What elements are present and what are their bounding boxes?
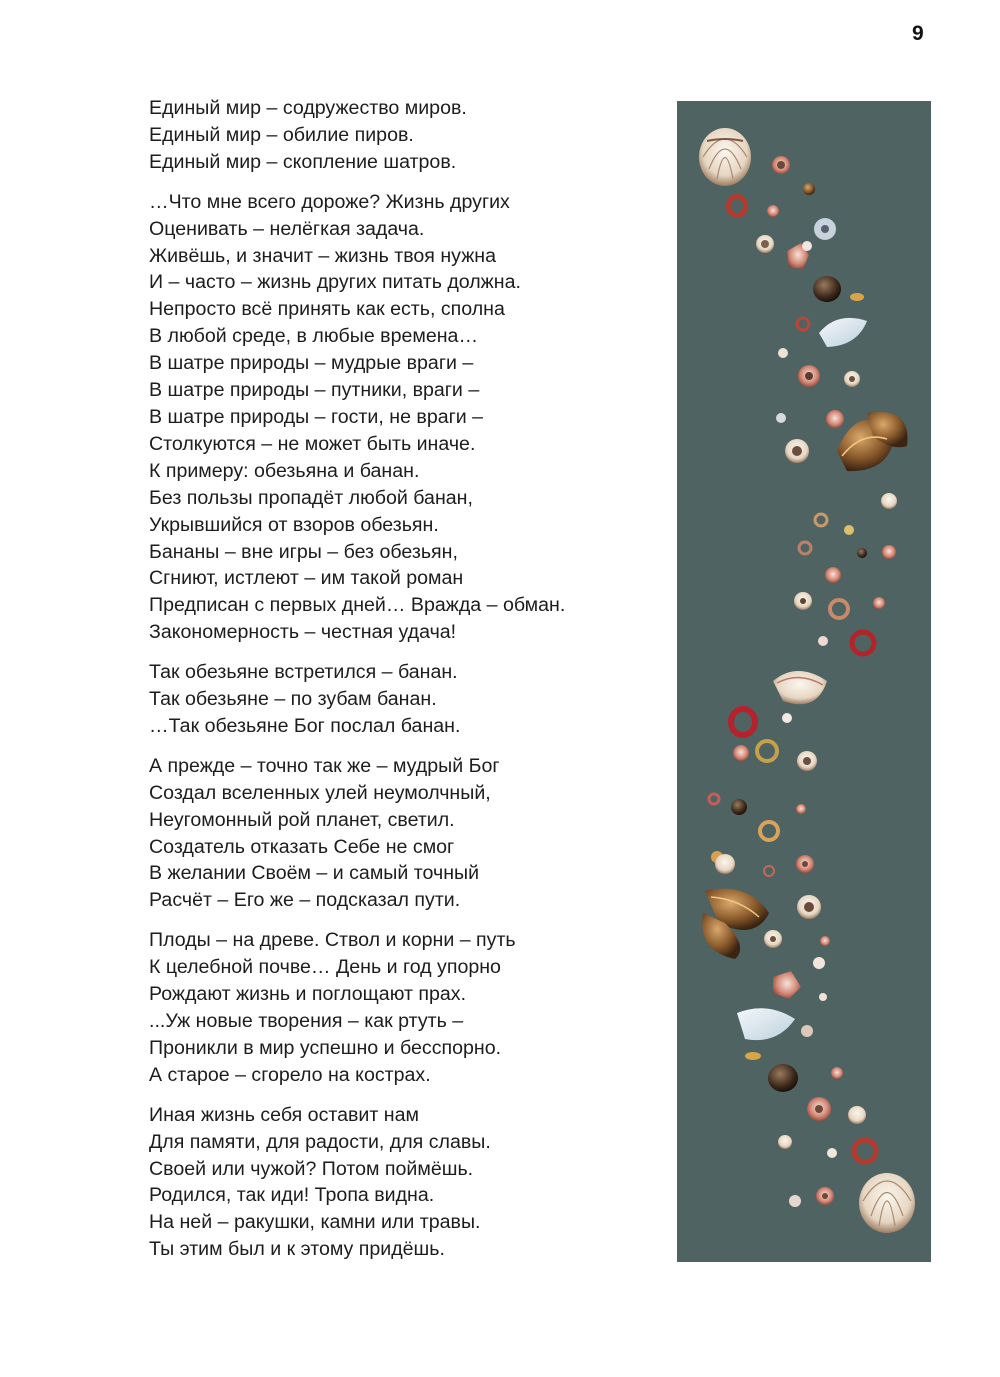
stanza (149, 189, 649, 646)
poem-line: Создал вселенных улей неумолчный, (149, 781, 491, 804)
poem-line: Живёшь, и значит – жизнь твоя нужна (149, 244, 497, 267)
poem-line: Непросто всё принять как есть, сполна (149, 298, 505, 321)
poem-line: Иная жизнь себя оставит нам (149, 1103, 419, 1126)
poem-line: Расчёт – Его же – подсказал пути. (149, 889, 461, 912)
stanza (149, 659, 649, 740)
seashell-panel (677, 101, 931, 1262)
scattered-shells-icon (709, 493, 897, 876)
poem-line: Так обезьяне встретился – банан. (149, 661, 458, 684)
poem-line: Ты этим был и к этому придёшь. (149, 1238, 445, 1261)
poem-line: Предписан с первых дней… Вражда – обман. (149, 594, 566, 617)
poem-line: В шатре природы – мудрые враги – (149, 352, 474, 375)
poem-line: Проникли в мир успешно и бесспорно. (149, 1036, 502, 1059)
poem-line: Создатель отказать Себе не смог (149, 835, 455, 858)
stanza (149, 1102, 649, 1263)
poem-line: В желании Своём – и самый точный (149, 862, 480, 885)
poem-line: …Что мне всего дороже? Жизнь других (149, 190, 510, 213)
page-number: 9 (912, 22, 924, 45)
poem-line: …Так обезьяне Бог послал банан. (149, 714, 461, 737)
stanza (149, 753, 649, 914)
poem-line: И – часто – жизнь других питать должна. (149, 271, 521, 294)
poem-line: Родился, так иди! Тропа видна. (149, 1184, 435, 1207)
small-shells-icon (726, 156, 867, 463)
poem-line: В любой среде, в любые времена… (149, 325, 479, 348)
poem-line: Без пользы пропадёт любой банан, (149, 486, 473, 509)
poem-line: Бананы – вне игры – без обезьян, (149, 540, 458, 563)
poem (149, 95, 649, 1276)
cockle-shell-icon-bottom (859, 1173, 915, 1233)
poem-line: Так обезьяне – по зубам банан. (149, 688, 437, 711)
poem-line: Для памяти, для радости, для славы. (149, 1130, 491, 1153)
poem-line: Единый мир – содружество миров. (149, 97, 467, 119)
poem-line: Рождают жизнь и поглощают прах. (149, 983, 467, 1006)
poem-line: К целебной почве… День и год упорно (149, 956, 501, 979)
poem-line: В шатре природы – путники, враги – (149, 379, 480, 402)
poem-line: Единый мир – скопление шатров. (149, 150, 457, 173)
poem-line: Укрывшийся от взоров обезьян. (149, 513, 439, 536)
poem-line: А старое – сгорело на кострах. (149, 1063, 431, 1086)
seashells-illustration (677, 101, 931, 1262)
stanza (149, 95, 649, 176)
mussel-shell-icon-2 (702, 889, 830, 959)
mussel-shell-icon (837, 412, 908, 471)
stanza (149, 927, 649, 1088)
poem-line: Закономерность – честная удача! (149, 621, 457, 644)
poem-line: В шатре природы – гости, не враги – (149, 405, 484, 428)
poem-line: На ней – ракушки, камни или травы. (149, 1211, 481, 1234)
poem-line: Оценивать – нелёгкая задача. (149, 217, 425, 240)
poem-line: Единый мир – обилие пиров. (149, 123, 414, 146)
poem-line: Неугомонный рой планет, светил. (149, 808, 455, 831)
poem-line: А прежде – точно так же – мудрый Бог (149, 754, 500, 777)
poem-line: Столкуются – не может быть иначе. (149, 432, 476, 455)
lower-shells-icon (737, 957, 876, 1207)
poem-line: Плоды – на древе. Ствол и корни – путь (149, 929, 516, 952)
poem-line: Своей или чужой? Потом поймёшь. (149, 1157, 474, 1180)
poem-line: Сгниют, истлеют – им такой роман (149, 567, 464, 590)
cockle-shell-icon (699, 128, 751, 186)
poem-line: К примеру: обезьяна и банан. (149, 459, 420, 482)
poem-line: ...Уж новые творения – как ртуть – (149, 1010, 464, 1032)
